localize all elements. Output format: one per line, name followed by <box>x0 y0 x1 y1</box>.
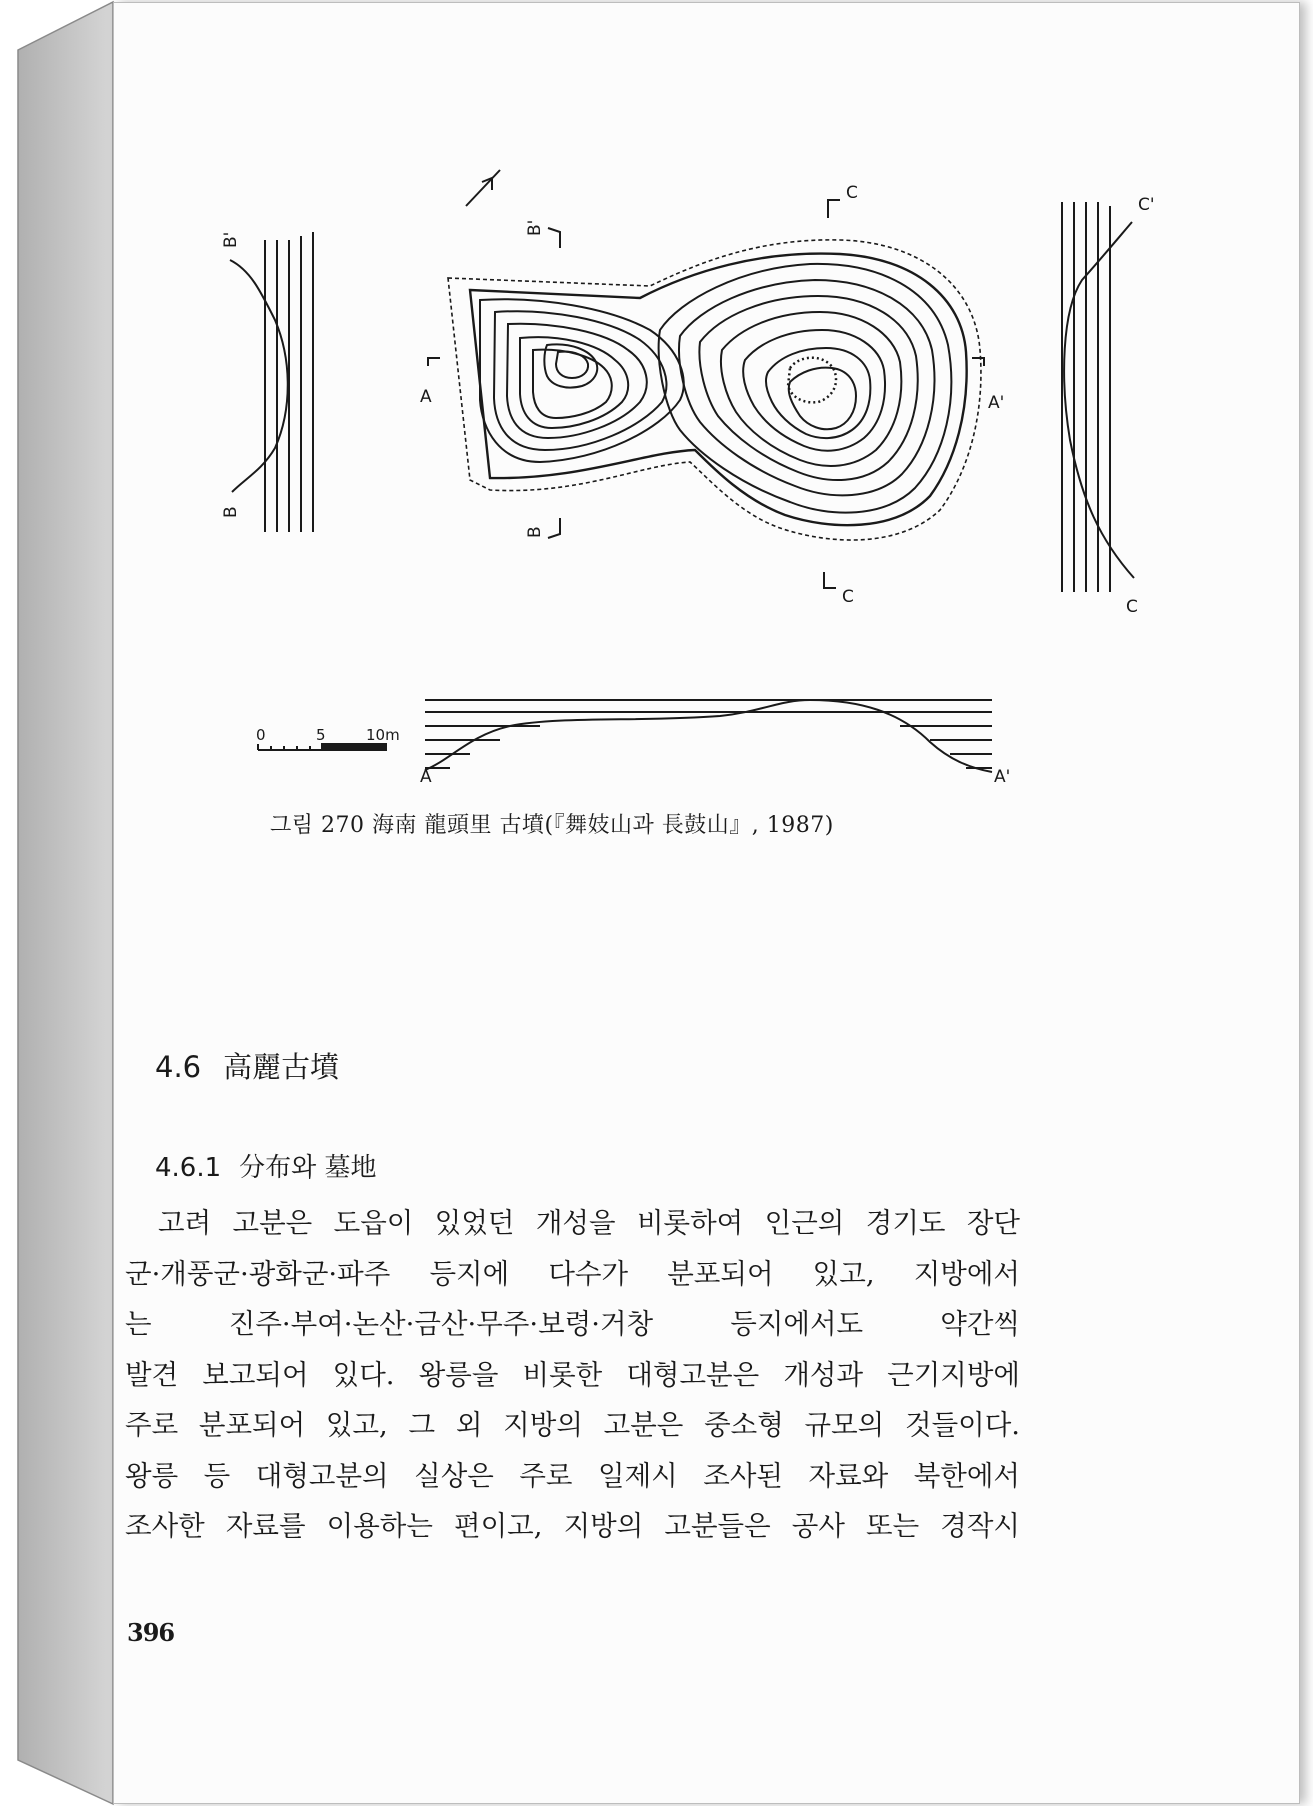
body-line: 주로 분포되어 있고, 그 외 지방의 고분은 중소형 규모의 것들이다. <box>125 1409 1020 1441</box>
north-arrow <box>466 170 500 206</box>
section-heading <box>155 1045 339 1086</box>
label-c-top: C <box>846 183 858 203</box>
section-profile-b <box>230 232 313 532</box>
section-title: 高麗古墳 <box>223 1050 340 1084</box>
label-b-right: B' <box>525 219 545 236</box>
body-line: 발견 보고되어 있다. 왕릉을 비롯한 대형고분은 개성과 근기지방에 <box>125 1358 1020 1391</box>
section-number: 4.6 <box>155 1050 202 1084</box>
label-a-left: A <box>420 387 432 407</box>
body-line: 조사한 자료를 이용하는 편이고, 지방의 고분들은 공사 또는 경작시 <box>125 1510 1020 1542</box>
subsection-number: 4.6.1 <box>155 1153 222 1183</box>
scale-bar <box>258 744 386 750</box>
subsection-heading <box>155 1147 377 1184</box>
scale-tick-0: 0 <box>256 726 266 744</box>
label-a-profile-left: A <box>420 767 432 787</box>
label-c-bottom: C <box>842 587 854 607</box>
body-line: 왕릉 등 대형고분의 실상은 주로 일제시 조사된 자료와 북한에서 <box>125 1459 1020 1492</box>
label-a-right: A' <box>988 393 1005 413</box>
label-b-profile-top: B' <box>221 231 241 248</box>
figure-caption: 그림 270 海南 龍頭里 古墳(『舞妓山과 長鼓山』, 1987) <box>270 813 834 838</box>
label-a-profile-right: A' <box>994 767 1011 787</box>
section-profile-c <box>1062 202 1134 592</box>
scale-tick-10: 10m <box>366 726 400 744</box>
body-text <box>125 1198 1020 1552</box>
section-profile-a <box>425 700 992 772</box>
label-b-left: B <box>525 526 545 538</box>
label-b-profile-bottom: B <box>221 506 241 518</box>
label-c-profile-top: C' <box>1138 195 1155 215</box>
scale-tick-5: 5 <box>316 726 326 744</box>
subsection-title: 分布와 墓地 <box>239 1153 377 1183</box>
page-number: 396 <box>127 1618 175 1647</box>
body-line: 고려 고분은 도읍이 있었던 개성을 비롯하여 인근의 경기도 장단 <box>158 1207 1020 1239</box>
body-line: 는 진주·부여·논산·금산·무주·보령·거창 등지에서도 약간씩 <box>125 1308 1020 1340</box>
body-line: 군·개풍군·광화군·파주 등지에 다수가 분포되어 있고, 지방에서 <box>125 1257 1020 1290</box>
label-c-profile-bottom: C <box>1126 597 1138 617</box>
